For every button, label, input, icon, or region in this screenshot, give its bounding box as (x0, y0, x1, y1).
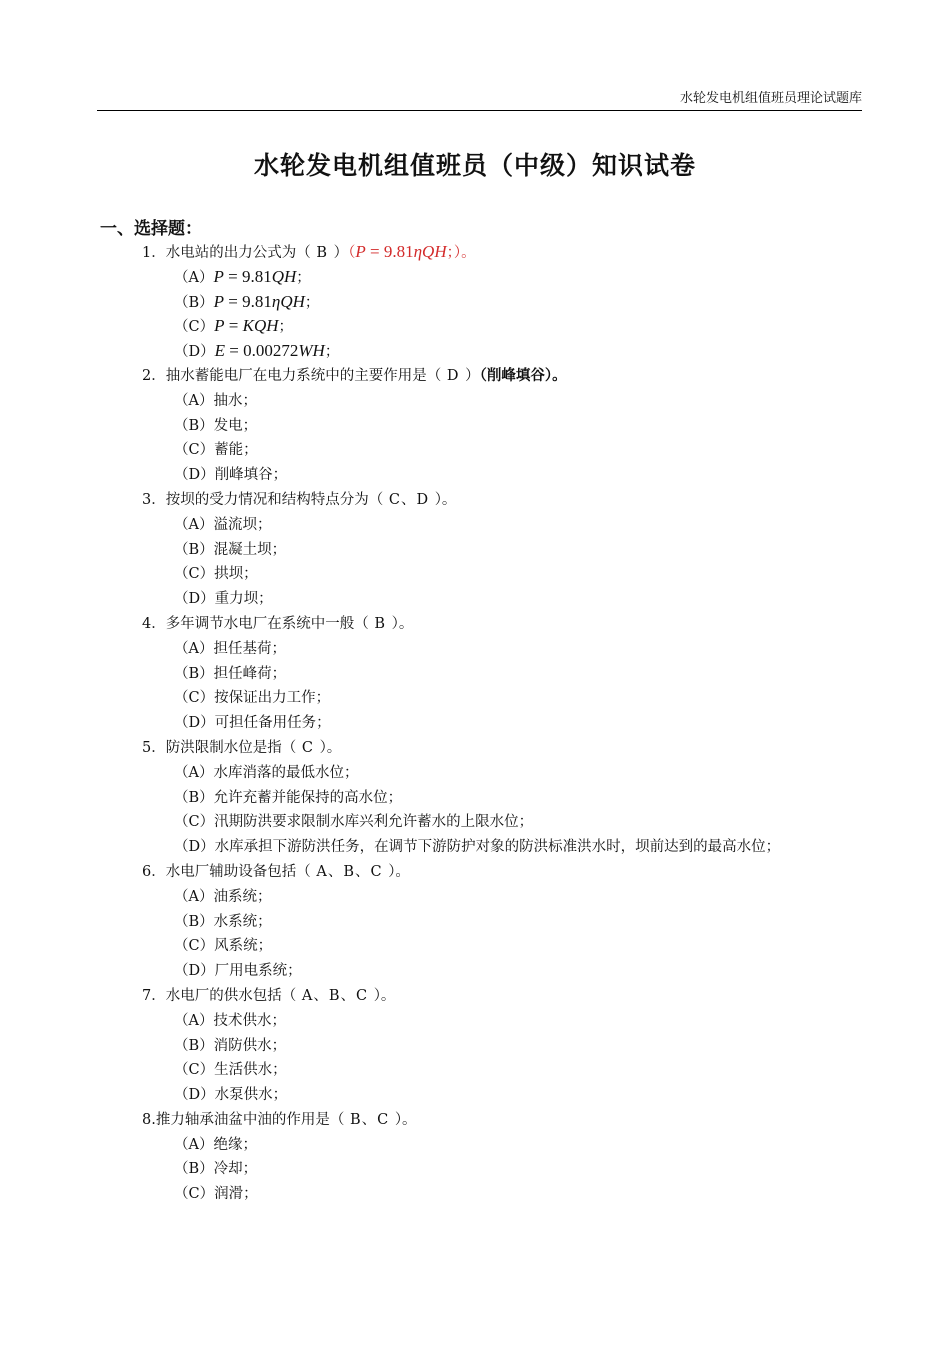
option-row (174, 463, 950, 488)
option-text: 厂用电系统； (214, 963, 302, 980)
option-text: 抽水； (213, 392, 257, 409)
option-tail: ； (278, 319, 293, 336)
option-label: （C） (174, 1062, 215, 1079)
option-row (174, 339, 950, 364)
option-label: （D） (174, 344, 215, 361)
option-row (174, 711, 950, 736)
option-row (174, 438, 950, 463)
option-label: （A） (174, 888, 214, 905)
option-label: （A） (174, 764, 214, 781)
answer-hint: （P = 9.81ηQH；）。 (348, 242, 476, 261)
option-label: （D） (174, 591, 215, 608)
option-row (174, 538, 950, 563)
question-suffix: ） (465, 367, 480, 384)
option-label: （D） (174, 1087, 215, 1104)
option-label: （B） (174, 541, 214, 558)
question-suffix: ）。 (373, 987, 396, 1004)
option-row (174, 1182, 950, 1207)
answer-text: B (368, 615, 392, 632)
option-label: （C） (174, 814, 215, 831)
option-text: 混凝土坝； (213, 541, 287, 558)
option-formula: P = 9.81ηQH (213, 291, 305, 311)
option-text: 消防供水； (213, 1037, 287, 1054)
question-suffix: ）。 (394, 1111, 417, 1128)
option-text: 担任峰荷； (213, 665, 287, 682)
option-row (174, 414, 950, 439)
option-label: （A） (174, 516, 214, 533)
question-suffix: ）。 (388, 863, 410, 880)
question-text: 5．防洪限制水位是指（ (142, 739, 297, 756)
option-tail: ； (304, 294, 320, 311)
option-row (174, 513, 950, 538)
answer-hint: （削峰填谷）。 (479, 367, 567, 384)
option-label: （A） (174, 392, 214, 409)
option-text: 溢流坝； (213, 516, 272, 533)
option-row (174, 959, 950, 984)
hint-formula: P = 9.81ηQH (355, 242, 447, 261)
option-row (174, 389, 950, 414)
answer-text: A、B、C (296, 987, 374, 1004)
question-text: 6．水电厂辅助设备包括（ (142, 863, 311, 880)
section-heading: 一、选择题： (100, 219, 202, 239)
option-text: 水库消落的最低水位； (213, 764, 359, 781)
option-row (174, 810, 950, 835)
question-row (142, 612, 950, 637)
question-text: 3．按坝的受力情况和结构特点分为（ (142, 491, 384, 508)
option-label: （B） (174, 1037, 214, 1054)
question-text: 7．水电厂的供水包括（ (142, 987, 297, 1004)
option-row (174, 1034, 950, 1059)
option-text: 水泵供水； (214, 1087, 288, 1104)
question-row (142, 1108, 950, 1133)
question-row (142, 736, 950, 761)
option-row (174, 1133, 950, 1158)
option-label: （B） (174, 1161, 214, 1178)
option-tail: ； (324, 344, 340, 361)
option-formula: E = 0.00272WH (214, 341, 325, 361)
option-row (174, 786, 950, 811)
answer-text: C、D (383, 491, 435, 508)
option-label: （B） (174, 789, 214, 806)
header-text: 水轮发电机组值班员理论试题库 (679, 91, 862, 106)
option-row (174, 761, 950, 786)
option-label: （B） (174, 913, 214, 930)
question-text: 2．抽水蓄能电厂在电力系统中的主要作用是（ (142, 367, 442, 384)
option-label: （D） (174, 963, 215, 980)
question-text: 8.推力轴承油盆中油的作用是（ (142, 1111, 345, 1128)
option-row (174, 1083, 950, 1108)
option-row (174, 885, 950, 910)
option-row (174, 265, 950, 290)
option-text: 重力坝； (214, 591, 273, 608)
option-label: （A） (174, 1136, 214, 1153)
page-header (97, 88, 862, 111)
question-row (142, 860, 950, 885)
question-row (142, 364, 950, 389)
question-suffix: ）。 (434, 491, 457, 508)
option-row (174, 1058, 950, 1083)
question-text: 4．多年调节水电厂在系统中一般（ (142, 615, 369, 632)
answer-text: D (441, 367, 466, 384)
option-row (174, 910, 950, 935)
question-text: 1．水电站的出力公式为（ (142, 245, 311, 261)
option-label: （C） (174, 566, 215, 583)
option-text: 允许充蓄并能保持的高水位； (213, 789, 403, 806)
question-row (142, 984, 950, 1009)
option-label: （B） (174, 665, 214, 682)
option-row (174, 934, 950, 959)
option-row (174, 835, 950, 860)
option-row (174, 686, 950, 711)
option-label: （A） (174, 1012, 214, 1029)
option-text: 可担任备用任务； (214, 715, 331, 732)
option-label: （C） (174, 1186, 215, 1203)
option-text: 润滑； (214, 1186, 258, 1203)
option-text: 生活供水； (214, 1062, 287, 1079)
document-title: 水轮发电机组值班员（中级）知识试卷 (253, 151, 696, 180)
answer-text: B (310, 245, 334, 261)
option-label: （D） (174, 839, 215, 856)
option-row (174, 662, 950, 687)
option-text: 担任基荷； (213, 640, 286, 657)
option-text: 按保证出力工作； (214, 690, 331, 707)
option-formula: P = KQH (214, 316, 279, 336)
question-suffix: ）。 (391, 615, 414, 632)
option-row (174, 290, 950, 315)
answer-text: C (296, 739, 320, 756)
option-row (174, 562, 950, 587)
question-suffix: ）。 (319, 739, 342, 756)
option-text: 绝缘； (213, 1136, 257, 1153)
option-text: 蓄能； (214, 442, 258, 459)
option-text: 冷却； (213, 1161, 258, 1178)
option-label: （A） (174, 640, 214, 657)
question-suffix: ） (333, 245, 349, 261)
option-text: 水系统； (213, 913, 272, 930)
option-label: （C） (174, 938, 215, 955)
answer-text: B、C (344, 1111, 395, 1128)
option-text: 发电； (213, 417, 258, 434)
option-tail: ； (296, 269, 311, 286)
option-label: （D） (174, 715, 215, 732)
option-label: （A） (174, 269, 214, 286)
option-label: （C） (174, 319, 215, 336)
option-text: 水库承担下游防洪任务，在调节下游防护对象的防洪标准洪水时，坝前达到的最高水位； (214, 839, 781, 856)
answer-text: A、B、C (310, 863, 389, 880)
option-text: 拱坝； (214, 566, 258, 583)
option-label: （B） (174, 417, 214, 434)
option-label: （C） (174, 690, 215, 707)
option-row (174, 637, 950, 662)
option-row (174, 587, 950, 612)
question-list (0, 240, 950, 1207)
option-text: 汛期防洪要求限制水库兴利允许蓄水的上限水位； (214, 814, 534, 831)
option-formula: P = 9.81QH (213, 266, 297, 286)
question-row (142, 240, 950, 265)
question-row (142, 488, 950, 513)
option-text: 油系统； (213, 888, 272, 905)
option-row (174, 314, 950, 339)
option-text: 削峰填谷； (214, 467, 288, 484)
option-label: （C） (174, 442, 215, 459)
option-label: （B） (174, 294, 214, 311)
option-label: （D） (174, 467, 215, 484)
option-text: 风系统； (214, 938, 273, 955)
option-row (174, 1157, 950, 1182)
option-row (174, 1009, 950, 1034)
option-text: 技术供水； (213, 1012, 286, 1029)
